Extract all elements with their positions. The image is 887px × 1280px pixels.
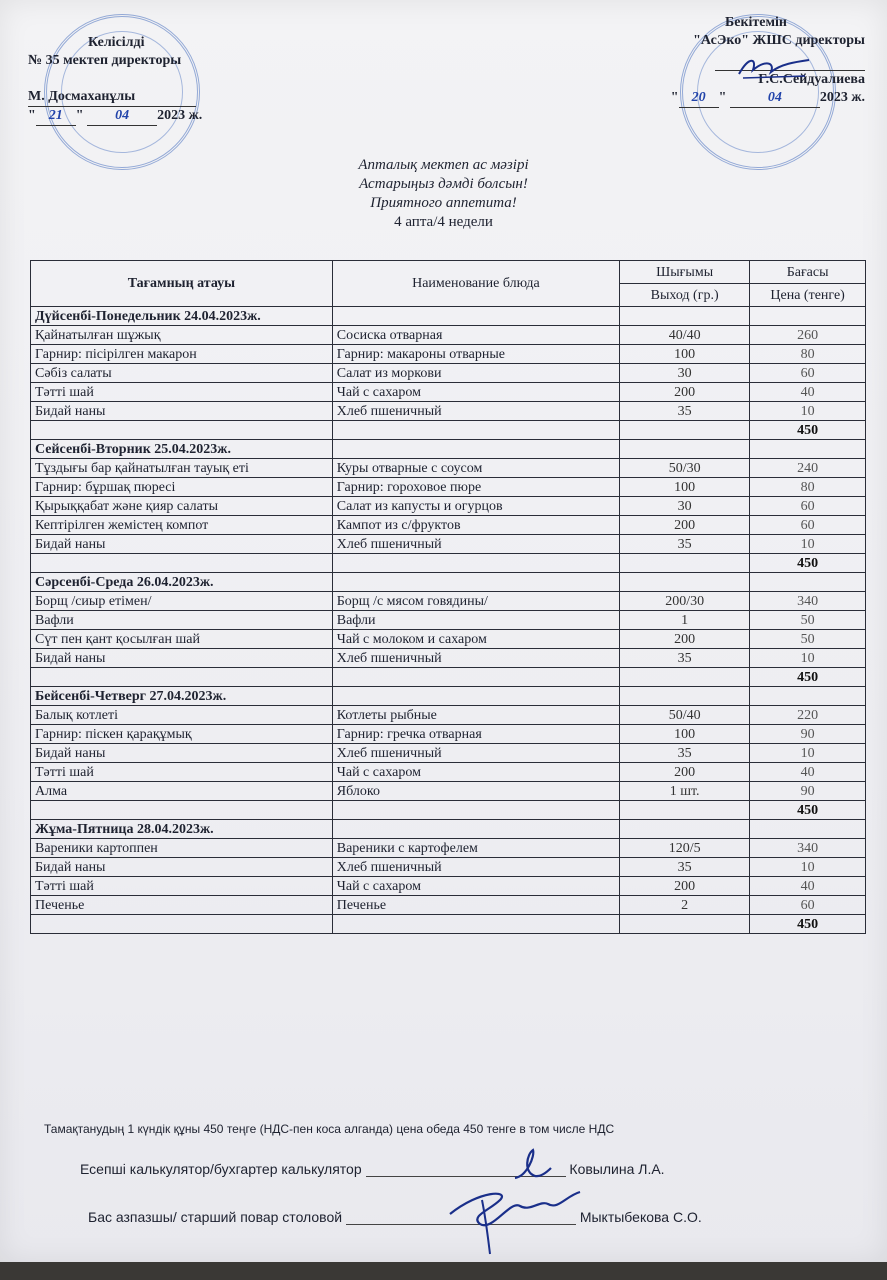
calculator-sign-row <box>80 1160 665 1177</box>
empty-cell <box>620 687 750 706</box>
approved-position: "АсЭко" ЖШС директоры <box>693 33 865 48</box>
dish-name-kz: Кептірілген жемістең компот <box>31 516 333 535</box>
table-row <box>31 383 866 402</box>
empty-cell <box>332 573 619 592</box>
cook-name: Мыктыбекова С.О. <box>579 1209 702 1225</box>
day-header-row <box>31 307 866 326</box>
dish-name-ru: Яблоко <box>332 782 619 801</box>
dish-output: 200 <box>620 383 750 402</box>
dish-output: 120/5 <box>620 839 750 858</box>
day-title: Сейсенбі-Вторник 25.04.2023ж. <box>31 440 333 459</box>
dish-name-ru: Котлеты рыбные <box>332 706 619 725</box>
dish-output: 200 <box>620 630 750 649</box>
col-header-kz: Тағамның атауы <box>31 261 333 307</box>
dish-name-ru: Гарнир: макароны отварные <box>332 345 619 364</box>
table-row <box>31 706 866 725</box>
table-row <box>31 535 866 554</box>
dish-name-kz: Тәтті шай <box>31 877 333 896</box>
empty-cell <box>620 421 750 440</box>
empty-cell <box>332 915 619 934</box>
dish-name-kz: Гарнир: пісірілген макарон <box>31 345 333 364</box>
col-header-price-kz: Бағасы <box>750 261 866 284</box>
cook-sign-row <box>88 1208 702 1225</box>
dish-name-kz: Балық котлеті <box>31 706 333 725</box>
day-title: Дүйсенбі-Понедельник 24.04.2023ж. <box>31 307 333 326</box>
table-row <box>31 896 866 915</box>
dish-price: 60 <box>750 896 866 915</box>
dish-output: 1 шт. <box>620 782 750 801</box>
dish-name-kz: Сүт пен қант қосылған шай <box>31 630 333 649</box>
empty-cell <box>31 915 333 934</box>
dish-price: 80 <box>750 345 866 364</box>
dish-name-kz: Бидай наны <box>31 535 333 554</box>
title-week: 4 апта/4 недели <box>394 214 493 230</box>
approved-name: Г.С.Сейдуалиева <box>758 72 865 87</box>
price-note: Тамақтанудың 1 күндік құны 450 теңге (НДС-пен коса алганда) цена обеда 450 тенге в том числе НДС <box>44 1122 615 1136</box>
dish-price: 40 <box>750 763 866 782</box>
agreed-label: Келісілді <box>88 35 145 50</box>
day-title: Сәрсенбі-Среда 26.04.2023ж. <box>31 573 333 592</box>
day-title: Бейсенбі-Четверг 27.04.2023ж. <box>31 687 333 706</box>
table-row <box>31 744 866 763</box>
title-kz: Апталық мектеп ас мәзірі <box>358 157 529 173</box>
calculator-label: Есепші калькулятор/бухгартер калькулятор <box>80 1161 362 1177</box>
dish-name-ru: Хлеб пшеничный <box>332 402 619 421</box>
table-row <box>31 763 866 782</box>
dish-name-ru: Борщ /с мясом говядины/ <box>332 592 619 611</box>
day-total-row <box>31 801 866 820</box>
day-title: Жұма-Пятница 28.04.2023ж. <box>31 820 333 839</box>
agreed-name: М. Досмаханұлы <box>28 88 196 107</box>
dish-price: 260 <box>750 326 866 345</box>
agreed-month: 04 <box>87 107 157 126</box>
empty-cell <box>750 440 866 459</box>
dish-name-kz: Қайнатылған шұжық <box>31 326 333 345</box>
empty-cell <box>332 421 619 440</box>
empty-cell <box>620 668 750 687</box>
table-row <box>31 649 866 668</box>
dish-output: 40/40 <box>620 326 750 345</box>
dish-name-kz: Бидай наны <box>31 402 333 421</box>
dish-name-kz: Сәбіз салаты <box>31 364 333 383</box>
empty-cell <box>332 820 619 839</box>
dish-output: 2 <box>620 896 750 915</box>
empty-cell <box>31 421 333 440</box>
empty-cell <box>332 307 619 326</box>
dish-name-ru: Салат из капусты и огурцов <box>332 497 619 516</box>
empty-cell <box>620 801 750 820</box>
empty-cell <box>332 440 619 459</box>
dish-output: 200 <box>620 516 750 535</box>
table-row <box>31 592 866 611</box>
dish-output: 35 <box>620 649 750 668</box>
table-row <box>31 478 866 497</box>
dish-name-kz: Печенье <box>31 896 333 915</box>
empty-cell <box>31 668 333 687</box>
dish-price: 10 <box>750 402 866 421</box>
dish-price: 10 <box>750 858 866 877</box>
day-header-row <box>31 820 866 839</box>
table-row <box>31 611 866 630</box>
dish-price: 60 <box>750 497 866 516</box>
dish-price: 60 <box>750 516 866 535</box>
menu-table <box>30 260 866 934</box>
col-header-price-ru: Цена (тенге) <box>750 284 866 307</box>
table-row <box>31 364 866 383</box>
empty-cell <box>31 801 333 820</box>
dish-name-ru: Вареники с картофелем <box>332 839 619 858</box>
table-row <box>31 345 866 364</box>
day-total: 450 <box>750 915 866 934</box>
dish-price: 40 <box>750 383 866 402</box>
dish-name-kz: Тұздығы бар қайнатылған тауық еті <box>31 459 333 478</box>
dish-output: 50/30 <box>620 459 750 478</box>
day-total: 450 <box>750 668 866 687</box>
dish-name-kz: Гарнир: піскен қарақұмық <box>31 725 333 744</box>
dish-price: 340 <box>750 839 866 858</box>
agreed-date: " 21 " 04 2023 ж. <box>28 107 202 126</box>
table-row <box>31 326 866 345</box>
day-total-row <box>31 554 866 573</box>
dish-price: 240 <box>750 459 866 478</box>
empty-cell <box>332 668 619 687</box>
table-row <box>31 839 866 858</box>
dish-name-kz: Вафли <box>31 611 333 630</box>
dish-name-ru: Хлеб пшеничный <box>332 744 619 763</box>
table-row <box>31 402 866 421</box>
approved-year: 2023 ж. <box>819 90 865 105</box>
dish-name-kz: Бидай наны <box>31 858 333 877</box>
day-total: 450 <box>750 554 866 573</box>
dish-price: 60 <box>750 364 866 383</box>
dish-name-kz: Вареники картоппен <box>31 839 333 858</box>
day-total-row <box>31 915 866 934</box>
dish-price: 50 <box>750 630 866 649</box>
dish-price: 90 <box>750 725 866 744</box>
dish-output: 30 <box>620 497 750 516</box>
empty-cell <box>750 687 866 706</box>
dish-price: 10 <box>750 649 866 668</box>
empty-cell <box>620 573 750 592</box>
dish-name-ru: Гарнир: гречка отварная <box>332 725 619 744</box>
header-agreed <box>28 34 202 126</box>
dish-name-ru: Чай с сахаром <box>332 877 619 896</box>
dish-output: 100 <box>620 345 750 364</box>
dish-output: 200/30 <box>620 592 750 611</box>
empty-cell <box>750 573 866 592</box>
dish-name-ru: Куры отварные с соусом <box>332 459 619 478</box>
table-row <box>31 725 866 744</box>
table-row <box>31 877 866 896</box>
empty-cell <box>750 307 866 326</box>
dish-name-kz: Алма <box>31 782 333 801</box>
dish-name-kz: Бидай наны <box>31 744 333 763</box>
table-row <box>31 516 866 535</box>
empty-cell <box>332 687 619 706</box>
dish-output: 35 <box>620 535 750 554</box>
col-header-output-kz: Шығымы <box>620 261 750 284</box>
dish-name-ru: Печенье <box>332 896 619 915</box>
dish-price: 50 <box>750 611 866 630</box>
dish-price: 340 <box>750 592 866 611</box>
dish-name-ru: Чай с молоком и сахаром <box>332 630 619 649</box>
day-total: 450 <box>750 421 866 440</box>
empty-cell <box>620 820 750 839</box>
dish-output: 1 <box>620 611 750 630</box>
menu-titles <box>0 156 887 232</box>
empty-cell <box>31 554 333 573</box>
dish-output: 200 <box>620 877 750 896</box>
calculator-name: Ковылина Л.А. <box>569 1161 665 1177</box>
dish-output: 35 <box>620 858 750 877</box>
table-row <box>31 630 866 649</box>
dish-output: 200 <box>620 763 750 782</box>
table-row <box>31 858 866 877</box>
empty-cell <box>332 554 619 573</box>
agreed-position: № 35 мектеп директоры <box>28 53 182 68</box>
dish-name-kz: Борщ /сиыр етімен/ <box>31 592 333 611</box>
empty-cell <box>620 307 750 326</box>
dish-price: 10 <box>750 535 866 554</box>
dish-name-kz: Гарнир: бұршақ пюресі <box>31 478 333 497</box>
day-header-row <box>31 573 866 592</box>
cook-label: Бас азпазшы/ старший повар столовой <box>88 1209 343 1225</box>
director-signature-icon <box>735 52 815 82</box>
table-row <box>31 782 866 801</box>
dish-name-ru: Сосиска отварная <box>332 326 619 345</box>
agreed-day: 21 <box>36 107 76 126</box>
col-header-ru: Наименование блюда <box>332 261 619 307</box>
col-header-output-ru: Выход (гр.) <box>620 284 750 307</box>
day-total-row <box>31 421 866 440</box>
dish-output: 100 <box>620 478 750 497</box>
dish-name-ru: Чай с сахаром <box>332 763 619 782</box>
dish-name-ru: Салат из моркови <box>332 364 619 383</box>
dish-output: 100 <box>620 725 750 744</box>
dish-output: 35 <box>620 402 750 421</box>
dish-name-ru: Гарнир: гороховое пюре <box>332 478 619 497</box>
cook-signature-icon <box>430 1180 600 1260</box>
table-row <box>31 459 866 478</box>
empty-cell <box>620 440 750 459</box>
empty-cell <box>750 820 866 839</box>
dish-output: 50/40 <box>620 706 750 725</box>
day-total: 450 <box>750 801 866 820</box>
dish-output: 30 <box>620 364 750 383</box>
dish-name-ru: Хлеб пшеничный <box>332 535 619 554</box>
dish-name-kz: Тәтті шай <box>31 383 333 402</box>
dish-price: 80 <box>750 478 866 497</box>
empty-cell <box>332 801 619 820</box>
day-header-row <box>31 687 866 706</box>
approved-day: 20 <box>679 89 719 108</box>
dish-name-kz: Тәтті шай <box>31 763 333 782</box>
day-total-row <box>31 668 866 687</box>
dish-name-kz: Бидай наны <box>31 649 333 668</box>
dish-price: 220 <box>750 706 866 725</box>
dish-name-ru: Чай с сахаром <box>332 383 619 402</box>
dish-price: 10 <box>750 744 866 763</box>
approved-month: 04 <box>730 89 820 108</box>
dish-name-ru: Кампот из с/фруктов <box>332 516 619 535</box>
empty-cell <box>620 554 750 573</box>
title-wish-ru: Приятного аппетита! <box>370 195 517 211</box>
dish-output: 35 <box>620 744 750 763</box>
approved-date: " 20 " 04 2023 ж. <box>671 89 865 108</box>
empty-cell <box>620 915 750 934</box>
dish-name-ru: Хлеб пшеничный <box>332 649 619 668</box>
dish-name-kz: Қырыққабат және қияр салаты <box>31 497 333 516</box>
approved-label: Бекітемін <box>724 15 787 30</box>
dish-name-ru: Вафли <box>332 611 619 630</box>
dish-name-ru: Хлеб пшеничный <box>332 858 619 877</box>
title-wish-kz: Астарыңыз дәмді болсын! <box>359 176 528 192</box>
dish-price: 40 <box>750 877 866 896</box>
dish-price: 90 <box>750 782 866 801</box>
day-header-row <box>31 440 866 459</box>
table-row <box>31 497 866 516</box>
agreed-year: 2023 ж. <box>157 108 203 123</box>
